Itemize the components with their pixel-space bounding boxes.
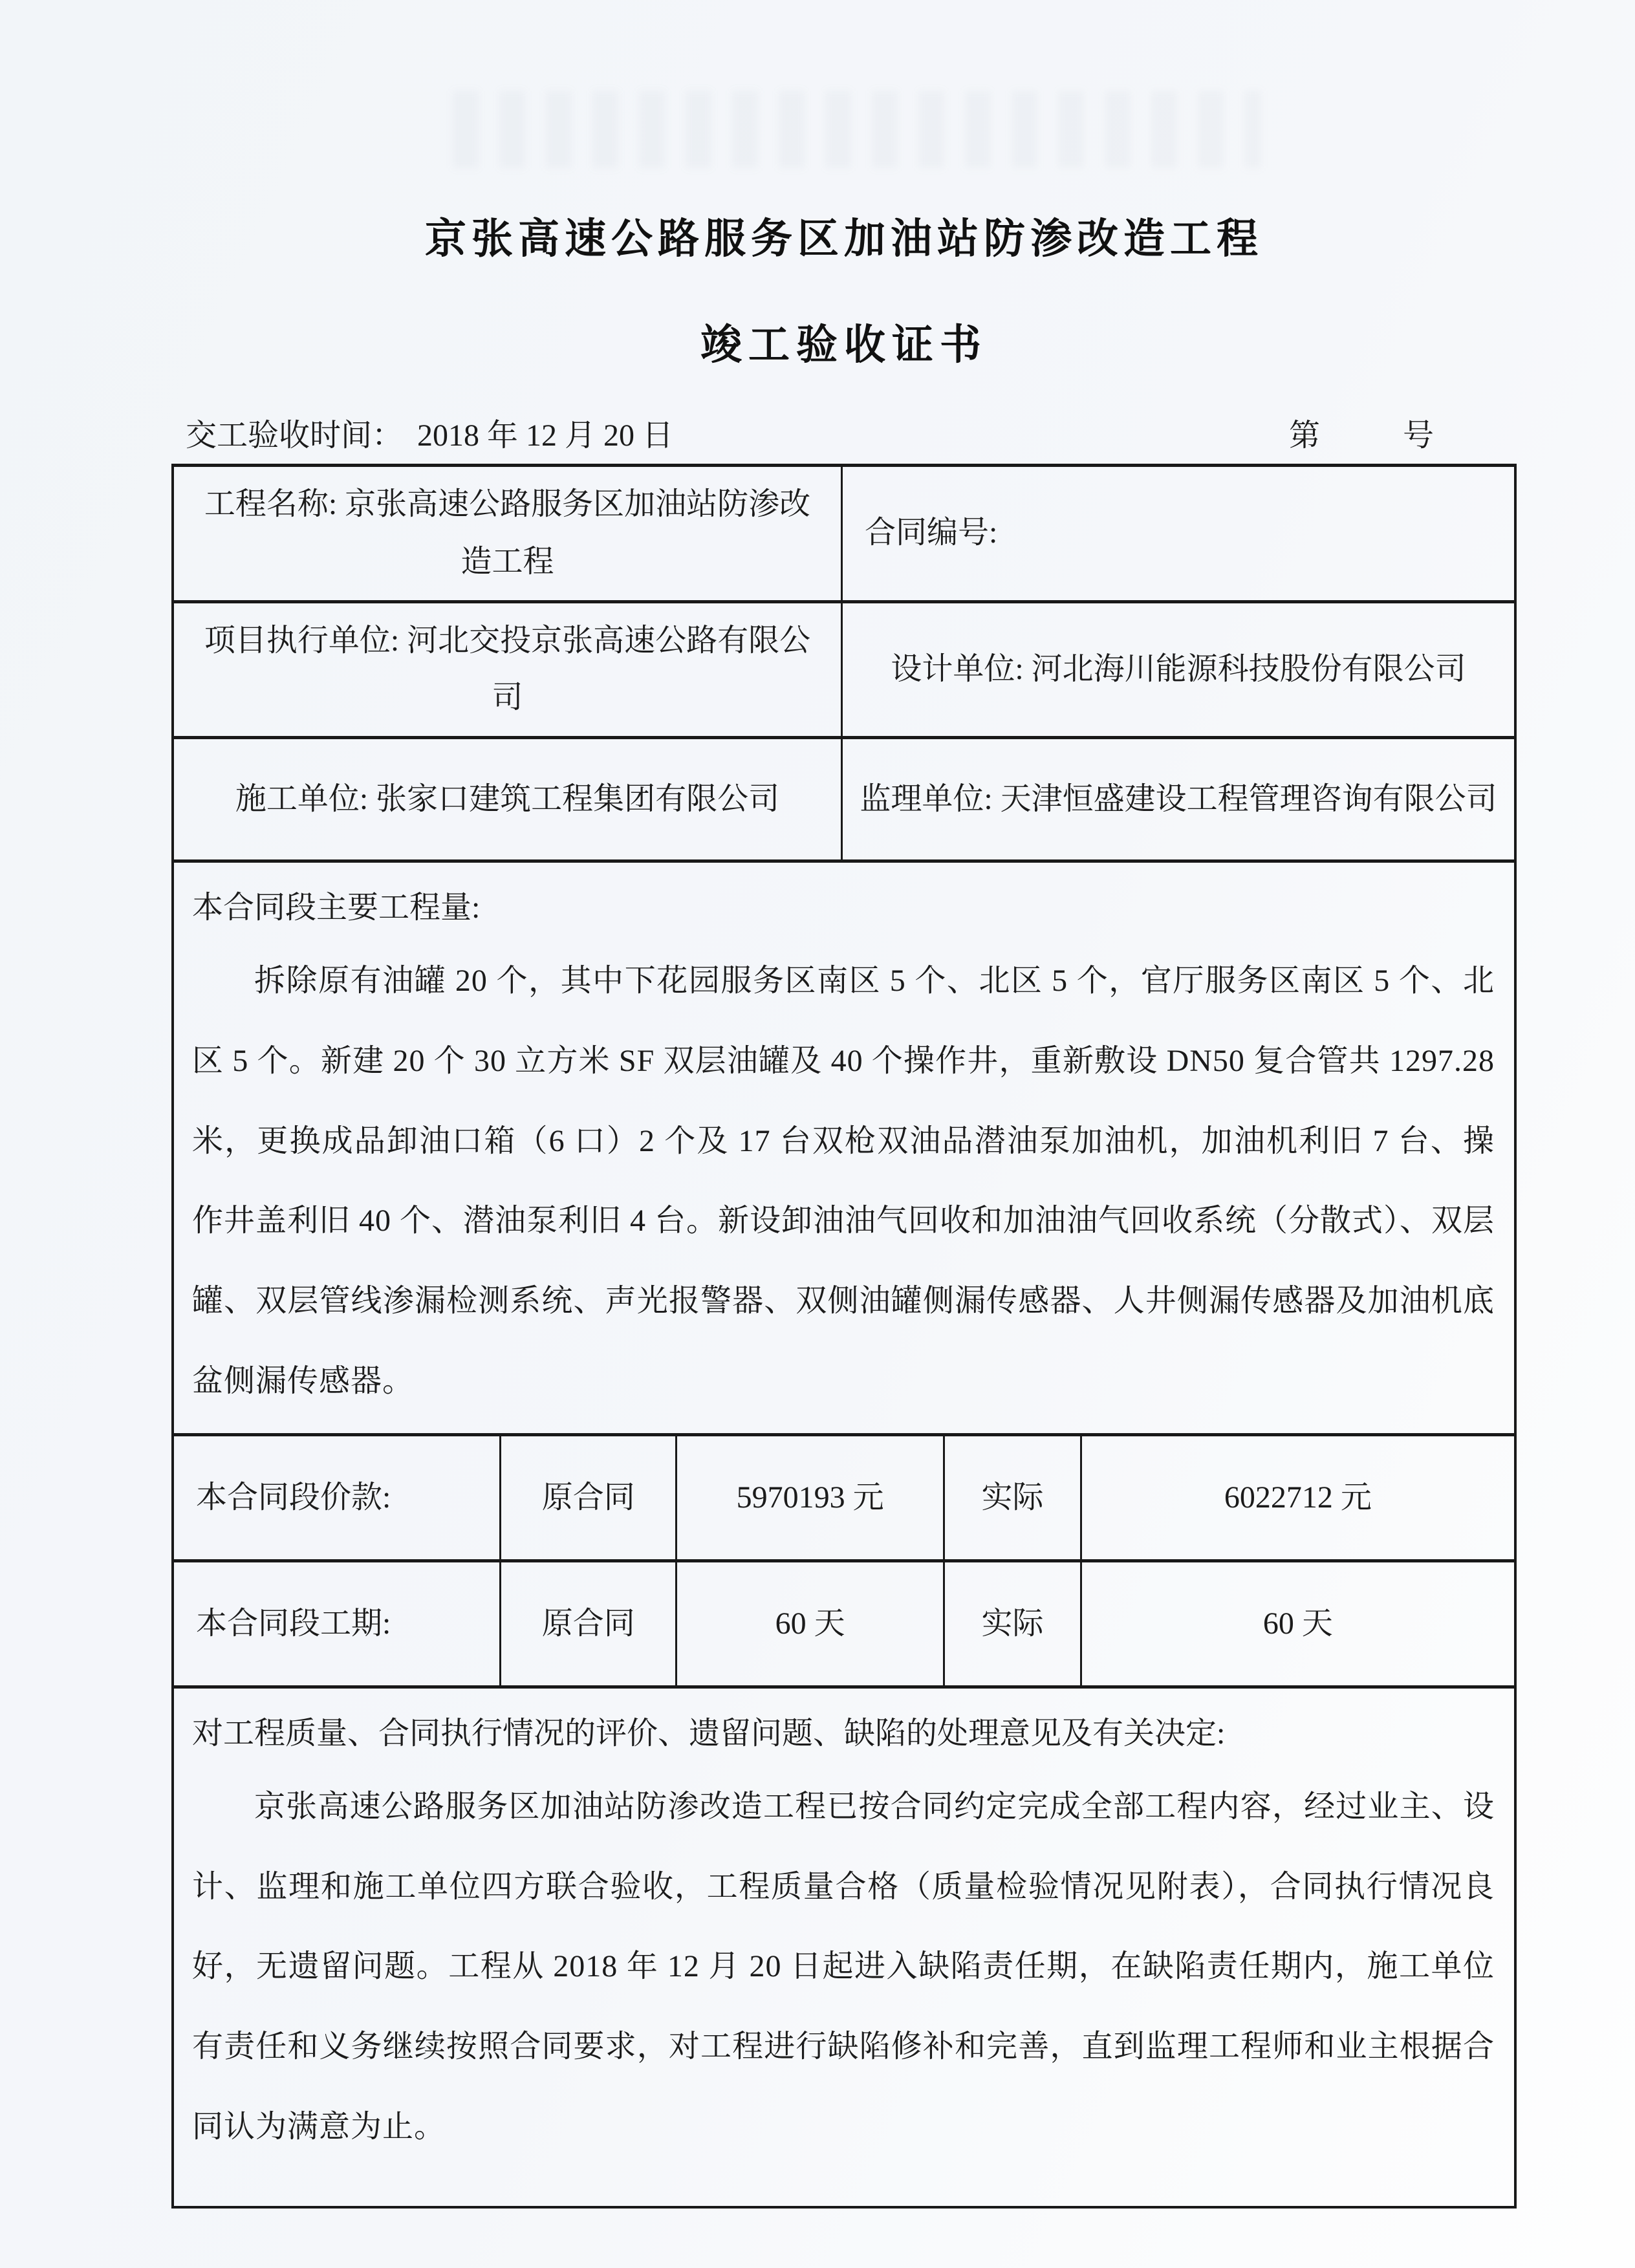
contract-duration-actual-label: 实际 bbox=[943, 1562, 1079, 1685]
handover-time-label: 交工验收时间： bbox=[186, 418, 404, 453]
construction-unit-cell: 施工单位: 张家口建筑工程集团有限公司 bbox=[235, 781, 780, 816]
contract-duration-original-label: 原合同 bbox=[499, 1562, 675, 1685]
contract-price-label: 本合同段价款: bbox=[196, 1480, 391, 1515]
contract-duration-original-value: 60 天 bbox=[675, 1562, 943, 1685]
evaluation-heading: 对工程质量、合同执行情况的评价、遗留问题、缺陷的处理意见及有关决定: bbox=[192, 1716, 1226, 1751]
evaluation-paragraph: 京张高速公路服务区加油站防渗改造工程已按合同约定完成全部工程内容，经过业主、设计、监理和施工单位四方联合验收，工程质量合格（质量检验情况见附表），合同执行情况良好，无遗留问题。工程从 2018 年 12 月 20 日起进入缺陷责任期，在缺陷责任期内，施工单位有责任和义务继续按照合同要求，对工程进行缺陷修补和完善，直到监理工程师和业主根据合同认为满意为止。 bbox=[192, 1789, 1495, 2144]
table-row-contract-duration bbox=[174, 1562, 1514, 1689]
table-row-project-name bbox=[174, 467, 1514, 603]
contract-price-original-value: 5970193 元 bbox=[675, 1436, 943, 1559]
table-row-evaluation bbox=[174, 1689, 1514, 2206]
quantities-heading: 本合同段主要工程量: bbox=[192, 891, 481, 925]
contract-price-original-label: 原合同 bbox=[499, 1436, 675, 1559]
document-number-suffix: 号 bbox=[1402, 418, 1434, 453]
table-row-executing-design bbox=[174, 603, 1514, 740]
table-row-construction-supervision bbox=[174, 739, 1514, 863]
acceptance-table bbox=[171, 464, 1517, 2209]
table-row-contract-price bbox=[174, 1436, 1514, 1562]
handover-time-value: 2018 年 12 月 20 日 bbox=[417, 418, 674, 453]
quantities-cell bbox=[174, 863, 1514, 1433]
project-name-cell: 工程名称: 京张高速公路服务区加油站防渗改造工程 bbox=[204, 487, 811, 579]
contract-price-actual-label: 实际 bbox=[943, 1436, 1079, 1559]
contract-number-cell: 合同编号: bbox=[841, 467, 1514, 600]
scan-bleed-through-artifact bbox=[453, 91, 1261, 168]
document-title: 京张高速公路服务区加油站防渗改造工程 bbox=[425, 215, 1263, 262]
table-row-quantities bbox=[174, 863, 1514, 1436]
contract-duration-label: 本合同段工期: bbox=[196, 1606, 391, 1641]
design-unit-cell: 设计单位: 河北海川能源科技股份有限公司 bbox=[841, 603, 1514, 737]
executing-unit-cell: 项目执行单位: 河北交投京张高速公路有限公司 bbox=[204, 623, 811, 715]
contract-duration-actual-value: 60 天 bbox=[1080, 1562, 1514, 1685]
evaluation-cell bbox=[174, 1689, 1514, 2206]
quantities-paragraph: 拆除原有油罐 20 个，其中下花园服务区南区 5 个、北区 5 个，官厅服务区南区 5 个、北区 5 个。新建 20 个 30 立方米 SF 双层油罐及 40 个操作井，重新敷设 DN50 复合管共 1297.28 米，更换成品卸油口箱（6 口）2 个及 17 台双枪双油品潜油泵加油机，加油机利旧 7 台、操作井盖利旧 40 个、潜油泵利旧 4 台。新设卸油油气回收和加油油气回收系统（分散式）、双层罐、双层管线渗漏检测系统、声光报警器、双侧油罐侧漏传感器、人井侧漏传感器及加油机底盆侧漏传感器。 bbox=[192, 963, 1495, 1399]
document-subtitle: 竣工验收证书 bbox=[700, 321, 988, 368]
contract-price-actual-value: 6022712 元 bbox=[1080, 1436, 1514, 1559]
document-number-prefix: 第 bbox=[1288, 418, 1320, 453]
supervision-unit-cell: 监理单位: 天津恒盛建设工程管理咨询有限公司 bbox=[841, 739, 1514, 859]
handover-line bbox=[171, 410, 1517, 464]
document-content bbox=[171, 194, 1517, 2209]
